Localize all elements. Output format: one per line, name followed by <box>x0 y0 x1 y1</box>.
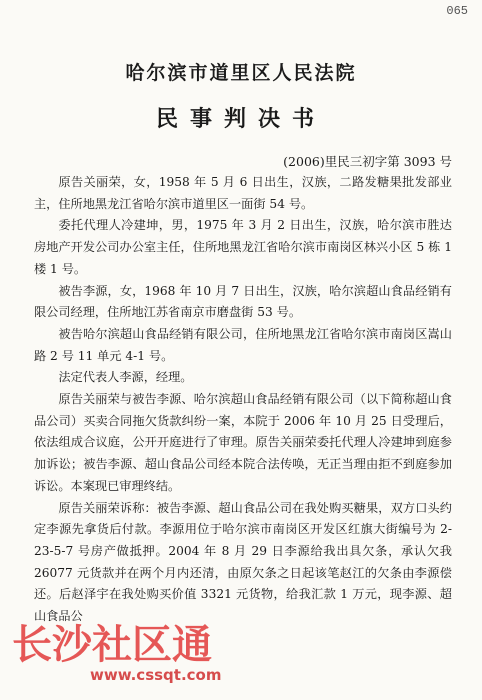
page-number: 065 <box>446 4 468 18</box>
paragraph-agent: 委托代理人冷建坤，男，1975 年 3 月 2 日出生，汉族，哈尔滨市胜达房地产开发公司办公室主任，住所地黑龙江省哈尔滨市南岗区林兴小区 5 栋 1 楼 1 号。 <box>34 218 452 276</box>
paragraph-defendant-li: 被告李源，女，1968 年 10 月 7 日出生，汉族，哈尔滨超山食品经销有限公司经理，住所地江苏省南京市磨盘街 53 号。 <box>34 283 452 320</box>
paragraph-legal-rep: 法定代表人李源，经理。 <box>58 370 193 385</box>
court-name: 哈尔滨市道里区人民法院 <box>125 62 357 84</box>
watermark-url: www.cssqt.com <box>90 666 222 684</box>
judgment-body <box>34 172 452 628</box>
paragraph-defendant-company: 被告哈尔滨超山食品经销有限公司，住所地黑龙江省哈尔滨市南岗区嵩山路 2 号 11 单元 4-1 号。 <box>34 326 452 363</box>
paragraph-case-summary: 原告关丽荣与被告李源、哈尔滨超山食品经销有限公司（以下简称超山食品公司）买卖合同拖欠货款纠纷一案，本院于 2006 年 10 月 25 日受理后，依法组成合议庭，公开开庭进行了审理。原告关丽荣委托代理人冷建坤到庭参加诉讼；被告李源、超山食品公司经本院合法传唤，无正当理由拒不到庭参加诉讼。本案现已审理终结。 <box>34 392 452 493</box>
paragraph-claims: 原告关丽荣诉称：被告李源、超山食品公司在我处购买糖果，双方口头约定李源先拿货后付款。李源用位于哈尔滨市南岗区开发区红旗大街编号为 2-23-5-7 号房产做抵押。2004 年 8 月 29 日李源给我出具欠条，承认欠我 26077 元货款并在两个月内还清，由原欠条之日起该笔赵江的欠条由李源偿还。后赵泽宇在我处购买价值 3321 元货物，给我汇款 1 万元，现李源、超山食品公 <box>34 500 452 624</box>
watermark-text: 长沙社区通 <box>12 622 212 668</box>
case-number: (2006)里民三初字第 3093 号 <box>283 154 452 169</box>
document-title: 民事判决书 <box>155 106 326 132</box>
paragraph-plaintiff: 原告关丽荣，女，1958 年 5 月 6 日出生，汉族，二路发糖果批发部业主，住所地黑龙江省哈尔滨市道里区一面街 54 号。 <box>34 175 452 211</box>
